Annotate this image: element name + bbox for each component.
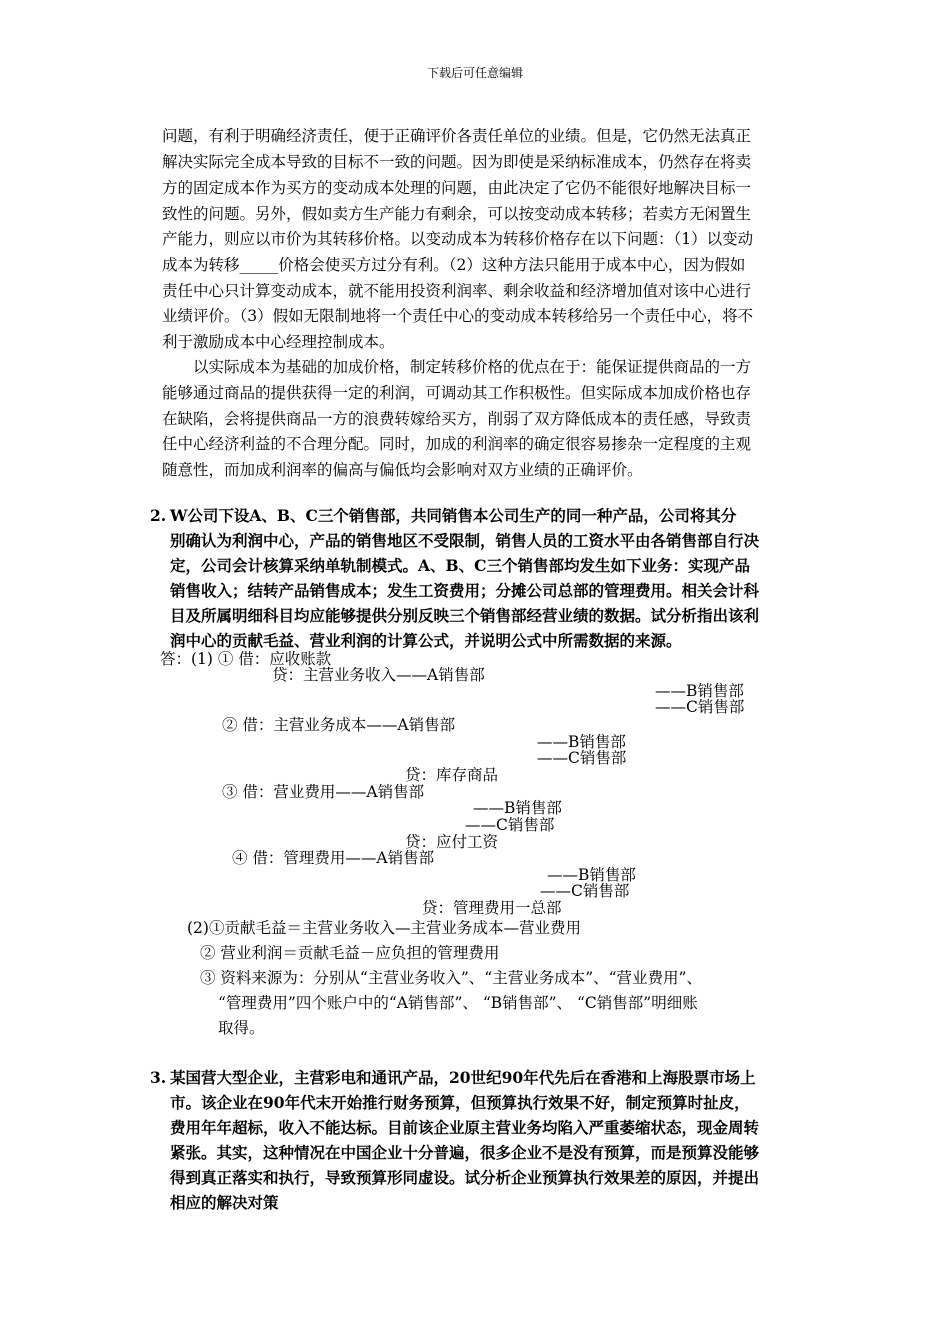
answer-line: 答：(1) ① 借：应收账款 bbox=[160, 650, 332, 668]
text-line: 方的固定成本作为买方的变动成本处理的问题，由此决定了它仍不能很好地解决目标一 bbox=[162, 179, 752, 197]
text-line: 责任中心只计算变动成本，就不能用投资利润率、剩余收益和经济增加值对该中心进行 bbox=[162, 282, 752, 300]
question-line: 润中心的贡献毛益、营业利润的计算公式，并说明公式中所需数据的来源。 bbox=[170, 631, 682, 650]
text-line: 在缺陷，会将提供商品一方的浪费转嫁给买方，削弱了双方降低成本的责任感，导致责 bbox=[162, 410, 752, 428]
text-line: 产能力，则应以市价为其转移价格。以变动成本为转移价格存在以下问题：（1）以变动 bbox=[162, 230, 754, 248]
question-line: 销售收入；结转产品销售成本；发生工资费用；分摊公司总部的管理费用。相关会计科 bbox=[170, 581, 760, 600]
text-line: 解决实际完全成本导致的目标不一致的问题。因为即使是采纳标准成本，仍然存在将卖 bbox=[162, 153, 752, 171]
answer-line: ——C销售部 bbox=[465, 816, 555, 834]
text-line: 能够通过商品的提供获得一定的利润，可调动其工作积极性。但实际成本加成价格也存 bbox=[162, 384, 752, 402]
answer-line: 贷：管理费用一总部 bbox=[422, 899, 562, 917]
text-line: 利于激励成本中心经理控制成本。 bbox=[162, 333, 395, 351]
answer-line: 贷：库存商品 bbox=[405, 766, 499, 784]
answer-line: (2)①贡献毛益＝主营业务收入—主营业务成本—营业费用 bbox=[187, 919, 581, 937]
question-line: 相应的解决对策 bbox=[170, 1193, 279, 1212]
answer-line: “管理费用”四个账户中的“A销售部”、 “B销售部”、 “C销售部”明细账 bbox=[218, 994, 698, 1012]
answer-line: 贷：应付工资 bbox=[405, 833, 499, 851]
question-line: W公司下设A、B、C三个销售部，共同销售本公司生产的同一种产品，公司将其分 bbox=[170, 506, 737, 525]
question-line: 费用年年超标，收入不能达标。目前该企业原主营业务均陷入严重萎缩状态，现金周转 bbox=[170, 1118, 760, 1137]
answer-line: ——B销售部 bbox=[473, 799, 562, 817]
answer-line: ——C销售部 bbox=[540, 882, 630, 900]
question-line: 定，公司会计核算采纳单轨制模式。A、B、C三个销售部均发生如下业务：实现产品 bbox=[170, 556, 750, 575]
text-line: 业绩评价。（3）假如无限制地将一个责任中心的变动成本转移给另一个责任中心，将不 bbox=[162, 307, 754, 325]
text-line: 问题，有利于明确经济责任，便于正确评价各责任单位的业绩。但是，它仍然无法真正 bbox=[162, 127, 752, 145]
answer-line: ③ 资料来源为：分别从“主营业务收入”、“主营业务成本”、“营业费用”、 bbox=[200, 969, 702, 987]
question-number: 3. bbox=[150, 1068, 167, 1087]
question-number: 2. bbox=[150, 506, 167, 525]
question-line: 别确认为利润中心，产品的销售地区不受限制，销售人员的工资水平由各销售部自行决 bbox=[170, 531, 760, 550]
text-line: 以实际成本为基础的加成价格，制定转移价格的优点在于：能保证提供商品的一方 bbox=[193, 358, 752, 376]
answer-line: ——B销售部 bbox=[547, 866, 636, 884]
answer-line: ——B销售部 bbox=[537, 733, 626, 751]
answer-line: ④ 借：管理费用——A销售部 bbox=[232, 849, 435, 867]
question-line: 市。该企业在90年代末开始推行财务预算，但预算执行效果不好，制定预算时扯皮， bbox=[170, 1093, 750, 1112]
answer-line: ② 借：主营业务成本——A销售部 bbox=[222, 716, 456, 734]
answer-line: ——C销售部 bbox=[537, 749, 627, 767]
answer-line: ——C销售部 bbox=[655, 698, 745, 716]
answer-line: 贷：主营业务收入——A销售部 bbox=[272, 666, 485, 684]
question-line: 目及所属明细科目均应能够提供分别反映三个销售部经营业绩的数据。试分析指出该利 bbox=[170, 606, 760, 625]
text-line: 致性的问题。另外，假如卖方生产能力有剩余，可以按变动成本转移；若卖方无闲置生 bbox=[162, 205, 752, 223]
text-line: 任中心经济利益的不合理分配。同时，加成的利润率的确定很容易掺杂一定程度的主观 bbox=[162, 435, 752, 453]
answer-line: ——B销售部 bbox=[655, 682, 744, 700]
question-line: 某国营大型企业，主营彩电和通讯产品，20世纪90年代先后在香港和上海股票市场上 bbox=[170, 1068, 756, 1087]
text-line: 随意性，而加成利润率的偏高与偏低均会影响对双方业绩的正确评价。 bbox=[162, 461, 643, 479]
answer-line: ③ 借：营业费用——A销售部 bbox=[222, 783, 425, 801]
question-line: 紧张。其实，这种情况在中国企业十分普遍，很多企业不是没有预算，而是预算没能够 bbox=[170, 1143, 760, 1162]
text-line: 成本为转移_____价格会使买方过分有利。（2）这种方法只能用于成本中心，因为假如 bbox=[162, 256, 746, 274]
question-line: 得到真正落实和执行，导致预算形同虚设。试分析企业预算执行效果差的原因，并提出 bbox=[170, 1168, 760, 1187]
answer-line: 取得。 bbox=[218, 1019, 265, 1037]
answer-line: ② 营业利润＝贡献毛益－应负担的管理费用 bbox=[200, 944, 500, 962]
page-header: 下载后可任意编辑 bbox=[426, 66, 523, 80]
